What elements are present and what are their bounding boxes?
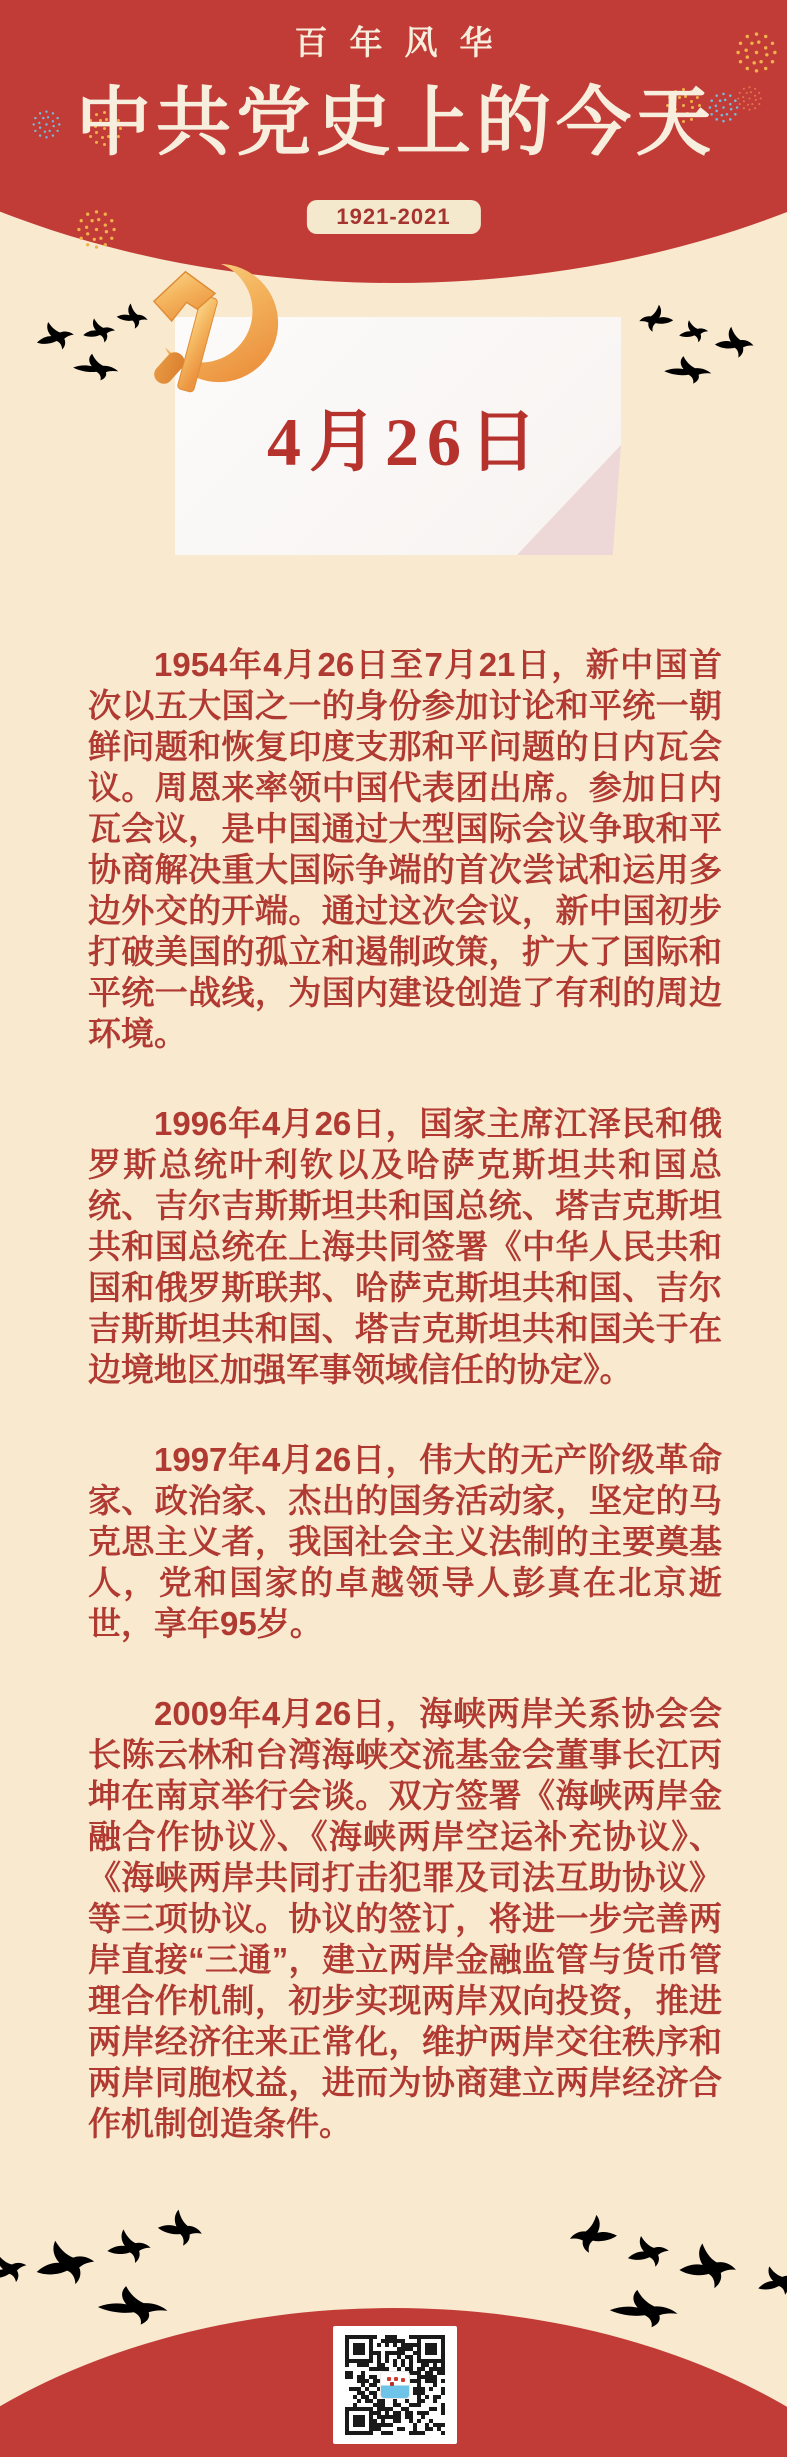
qr-logo	[380, 2371, 410, 2399]
dove-icon	[154, 2205, 208, 2252]
paragraph-1954: 1954年4月26日至7月21日，新中国首次以五大国之一的身份参加讨论和平统一朝鲜问题和恢复印度支那和平问题的日内瓦会议。周恩来率领中国代表团出席。参加日内瓦会议，是中国通过大型国际会议争取和平协商解决重大国际争端的首次尝试和运用多边外交的开端。通过这次会议，新中国初步打破美国的孤立和遏制政策，扩大了国际和平统一战线，为国内建设创造了有利的周边环境。	[88, 646, 722, 1052]
dove-icon	[32, 2235, 99, 2291]
dove-icon	[70, 350, 121, 384]
dove-icon	[0, 2247, 31, 2290]
dove-icon	[114, 300, 151, 332]
years-badge: 1921-2021	[306, 200, 480, 234]
dove-icon	[712, 324, 756, 361]
paragraph-1996: 1996年4月26日，国家主席江泽民和俄罗斯总统叶利钦以及哈萨克斯坦共和国总统、吉尔吉斯斯坦共和国总统、塔吉克斯坦共和国总统在上海共同签署《中华人民共和国和俄罗斯联邦、哈萨克斯坦共和国、吉尔吉斯斯坦共和国、塔吉克斯坦共和国关于在边境地区加强军事领域信任的协定》。	[88, 1105, 722, 1388]
dove-icon	[565, 2211, 620, 2258]
date-label: 4月26日	[266, 403, 545, 480]
dove-icon	[662, 353, 715, 387]
dove-icon	[624, 2232, 671, 2272]
dove-icon	[33, 317, 77, 354]
dove-icon	[677, 318, 710, 345]
dove-icon	[106, 2228, 152, 2265]
paragraph-1997: 1997年4月26日，伟大的无产阶级革命家、政治家、杰出的国务活动家，坚定的马克思主义者，我国社会主义法制的主要奠基人，党和国家的卓越领导人彭真在北京逝世，享年95岁。	[88, 1441, 722, 1642]
firework-icon	[95, 228, 98, 231]
dove-icon	[637, 302, 676, 334]
hammer-sickle-icon	[150, 244, 288, 402]
dove-icon	[676, 2240, 739, 2292]
qr-code-icon	[333, 2326, 457, 2444]
dove-icon	[94, 2282, 172, 2330]
paragraph-2009: 2009年4月26日，海峡两岸关系协会会长陈云林和台湾海峡交流基金会董事长江丙坤在南京举行会谈。双方签署《海峡两岸金融合作协议》、《海峡两岸空运补充协议》、《海峡两岸共同打击犯罪及司法互助协议》等三项协议。协议的签订，将进一步完善两岸直接“三通”，建立两岸金融监管与货币管理合作机制，初步实现两岸双向投资，推进两岸经济往来正常化，维护两岸交往秩序和两岸同胞权益，进而为协商建立两岸经济合作机制创造条件。	[88, 1695, 722, 2142]
dove-icon	[606, 2286, 682, 2332]
header-kicker: 百年风华	[294, 24, 515, 61]
dove-icon	[753, 2261, 787, 2301]
page-title: 中共党史上的今天	[75, 80, 716, 164]
article-text	[88, 644, 722, 2193]
dove-icon	[81, 316, 117, 345]
